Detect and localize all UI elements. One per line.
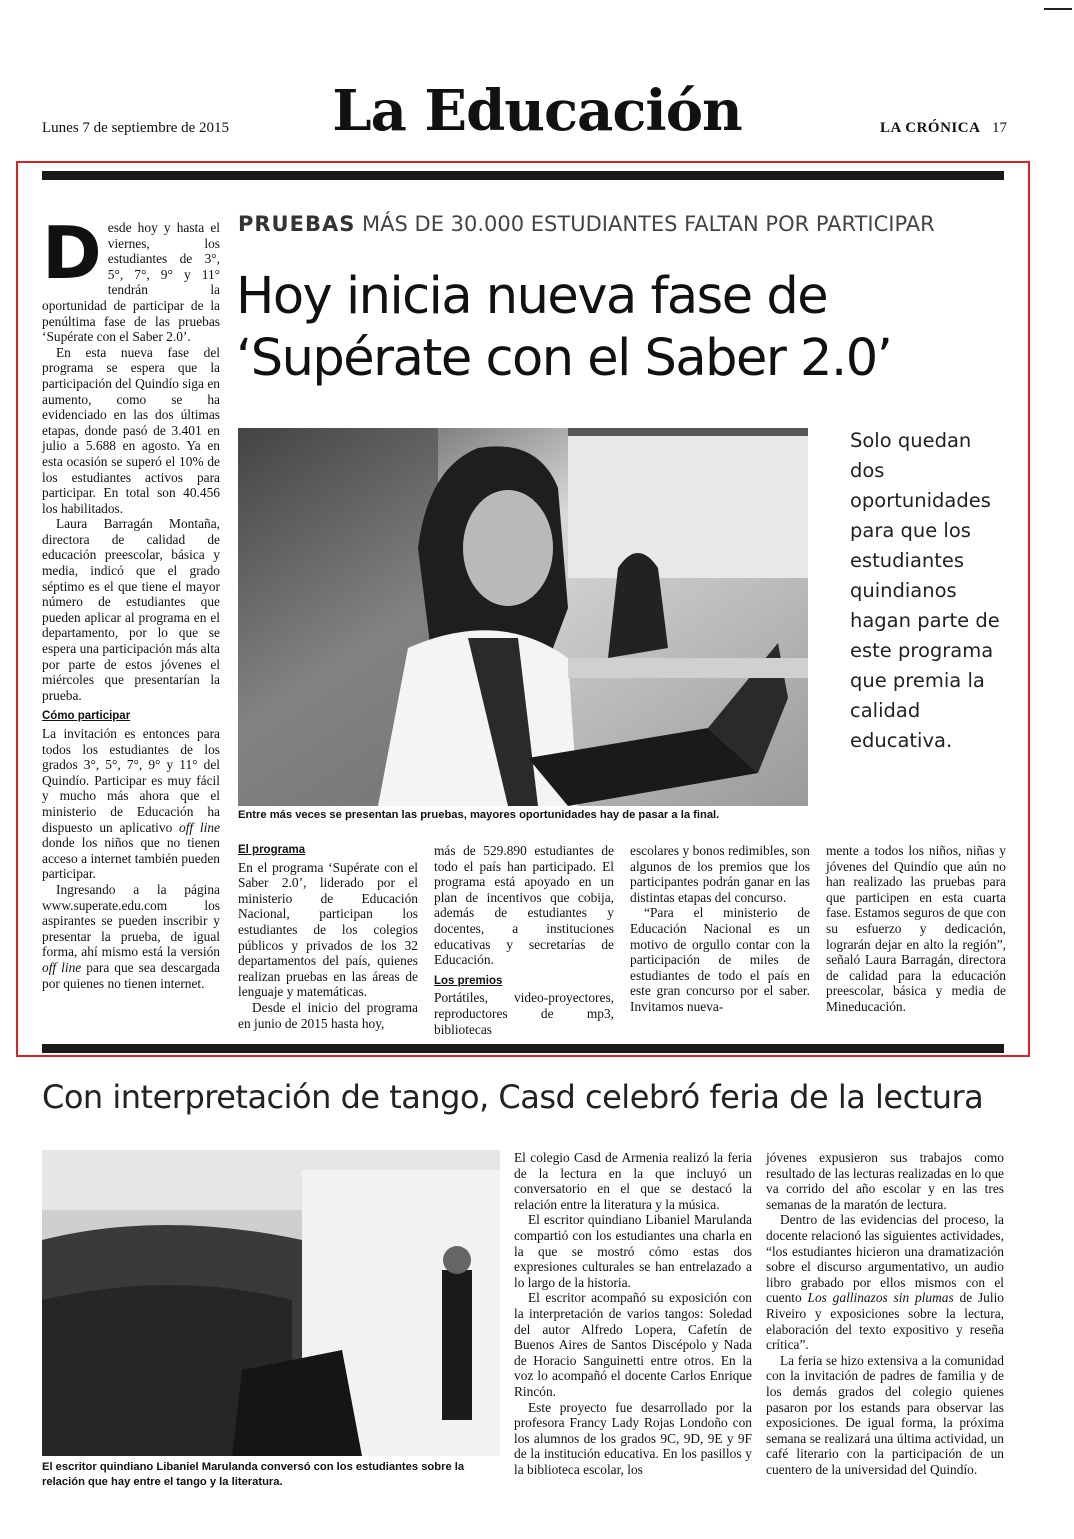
drop-cap: D (42, 211, 102, 295)
paragraph: esde hoy y hasta el viernes, los estudiantes de 3°, 5°, 7°, 9° y 11° tendrán la oportunidad de participar de la penúltima fase de las pruebas ‘Supérate con el Saber 2.0’. (42, 220, 220, 345)
paragraph: El colegio Casd de Armenia realizó la feria de la lectura en la que incluyó un conversatorio en el que se destacó la relación entre la literatura y la música. (514, 1150, 752, 1212)
paragraph: Este proyecto fue desarrollado por la profesora Francy Lady Rojas Londoño con los alumnos de los grados 9C, 9D, 9E y 9F de la institución educativa. En los pasillos y la biblioteca escolar, los (514, 1399, 752, 1477)
page-number: 17 (992, 120, 1007, 136)
paragraph: Desde el inicio del programa en junio de 2015 hasta hoy, (238, 999, 418, 1031)
paragraph: “Para el ministerio de Educación Nacional es un motivo de orgullo contar con la participación de miles de estudiantes de todo el país en este gran concurso por el saber. Invitamos nueva- (630, 905, 810, 1014)
issue-date: Lunes 7 de septiembre de 2015 (42, 120, 230, 136)
paragraph: En esta nueva fase del programa se espera que la participación del Quindío siga en aumento, como se ha evidenciado en las dos últimas etapas, donde pasó de 3.401 en julio a 5.688 en agosto. Ya en esta ocasión se superó el 10% de los estudiantes activos para participar. En total son 40.456 los habilitados. (42, 344, 220, 516)
pull-quote: Solo quedan dos oportunidades para que los estudiantes quindianos hagan parte de este programa que premia la calidad educativa. (850, 429, 1000, 752)
paragraph: Ingresando a la página www.superate.edu.com los aspirantes se pueden inscribir y presentar la prueba, de igual forma, ahí mismo está la versión off line para que sea descargada por quienes no tienen internet. (42, 881, 220, 991)
photo-caption: El escritor quindiano Libaniel Marulanda conversó con los estudiantes sobre la relación que hay entre el tango y la literatura. (42, 1461, 465, 1488)
section-title: La Educación (332, 78, 742, 144)
article1-column-3 (434, 843, 614, 1037)
paragraph: Dentro de las evidencias del proceso, la docente relacionó las siguientes actividades, “los estudiantes hicieron una dramatización sobre el discurso argumentativo, un audio libro grabado por ellos mismos con el cuento Los gallinazos sin plumas de Julio Riveiro y exposiciones sobre la lectura, elaboración del texto expositivo y reseña crítica”. (766, 1212, 1004, 1353)
article1-column-2 (238, 843, 418, 1031)
students-laptop-photo (238, 428, 808, 806)
paragraph: mente a todos los niños, niñas y jóvenes del Quindío que aún no han realizado las pruebas para que participen en esta cuarta fase. Estamos seguros de que con su esfuerzo y dedicación, lograrán dejar en alto la región”, señaló Laura Barragán, directora de calidad para la educación preescolar, básica y media de Mineducación. (826, 843, 1006, 1014)
article2-column-2 (766, 1150, 1004, 1477)
subhead: Los premios (434, 974, 503, 987)
subhead: Cómo participar (42, 710, 131, 723)
photo-caption: Entre más veces se presentan las pruebas, mayores oportunidades hay de pasar a la final. (238, 809, 720, 821)
scan-mark (1044, 8, 1072, 10)
newspaper-name: LA CRÓNICA (880, 120, 981, 136)
paragraph: Laura Barragán Montaña, directora de calidad de educación preescolar, básica y media, indicó que el grado séptimo es el que tiene el mayor número de estudiantes que pueden aplicar al programa en el departamento, por lo que se espera una participación más alta por parte de estos jóvenes el miércoles que presentarían la prueba. (42, 516, 220, 703)
paragraph: La invitación es entonces para todos los estudiantes de los grados 3°, 5°, 7°, 9° y 11° del Quindío. Participar es muy fácil y mucho más ahora que el ministerio de Educación ha dispuesto un aplicativo off line donde los niños que no tienen acceso a internet también pueden participar. (42, 726, 220, 882)
article1-headline: Hoy inicia nueva fase de ‘Supérate con el Saber 2.0’ (236, 267, 892, 388)
bottom-rule (42, 1044, 1004, 1053)
kicker-tag: PRUEBAS (238, 212, 356, 236)
paragraph: escolares y bonos redimibles, son algunos de los premios que los participantes podrán ganar en las distintas etapas del concurso. (630, 843, 810, 905)
paragraph: Portátiles, video-proyectores, reproductores de mp3, bibliotecas (434, 990, 614, 1037)
photo-illustration (42, 1150, 500, 1456)
article1-column-5 (826, 843, 1006, 1015)
paragraph: La feria se hizo extensiva a la comunidad con la invitación de padres de familia y de los demás grados del colegio quienes pasaron por los estands para observar las exposiciones. De igual forma, la próxima semana se realizará una última actividad, un café literario con la participación de un cuentero de la universidad del Quindío. (766, 1352, 1004, 1477)
tango-event-photo (42, 1150, 500, 1456)
photo-illustration (238, 428, 808, 806)
paragraph: En el programa ‘Supérate con el Saber 2.0’, liderado por el ministerio de Educación Nacional, participan los estudiantes de los colegios públicos y privados de los 32 departamentos del país, quienes realizan pruebas en las áreas de lenguaje y matemáticas. (238, 859, 418, 1000)
kicker: PRUEBAS MÁS DE 30.000 ESTUDIANTES FALTAN POR PARTICIPAR (238, 212, 935, 236)
article1-column-4 (630, 843, 810, 1015)
subhead: El programa (238, 844, 306, 856)
paragraph: jóvenes expusieron sus trabajos como resultado de las lecturas realizadas en lo que va corrido del año escolar y en las tres semanas de la maratón de lectura. (766, 1150, 1004, 1212)
paragraph: El escritor acompañó su exposición con la interpretación de varios tangos: Soledad del autor Alfredo Lopera, Cafetín de Buenos Aires de Santos Discépolo y Nada de Horacio Sanguinetti entre otros. En la voz lo acompañó el docente Carlos Enrique Rincón. (514, 1290, 752, 1399)
paragraph: El escritor quindiano Libaniel Marulanda compartió con los estudiantes una charla en la que se mostró cómo estas dos expresiones culturales se han entrelazado a lo largo de la historia. (514, 1212, 752, 1290)
article2-column-1 (514, 1150, 752, 1477)
article2-headline: Con interpretación de tango, Casd celebró feria de la lectura (42, 1078, 984, 1116)
top-rule (42, 171, 1004, 180)
article1-column-1 (42, 211, 220, 991)
paragraph: más de 529.890 estudiantes de todo el país han participado. El programa está apoyado en un plan de incentivos que cobija, además de estudiantes y docentes, a instituciones educativas y secretarías de Educación. (434, 843, 614, 968)
